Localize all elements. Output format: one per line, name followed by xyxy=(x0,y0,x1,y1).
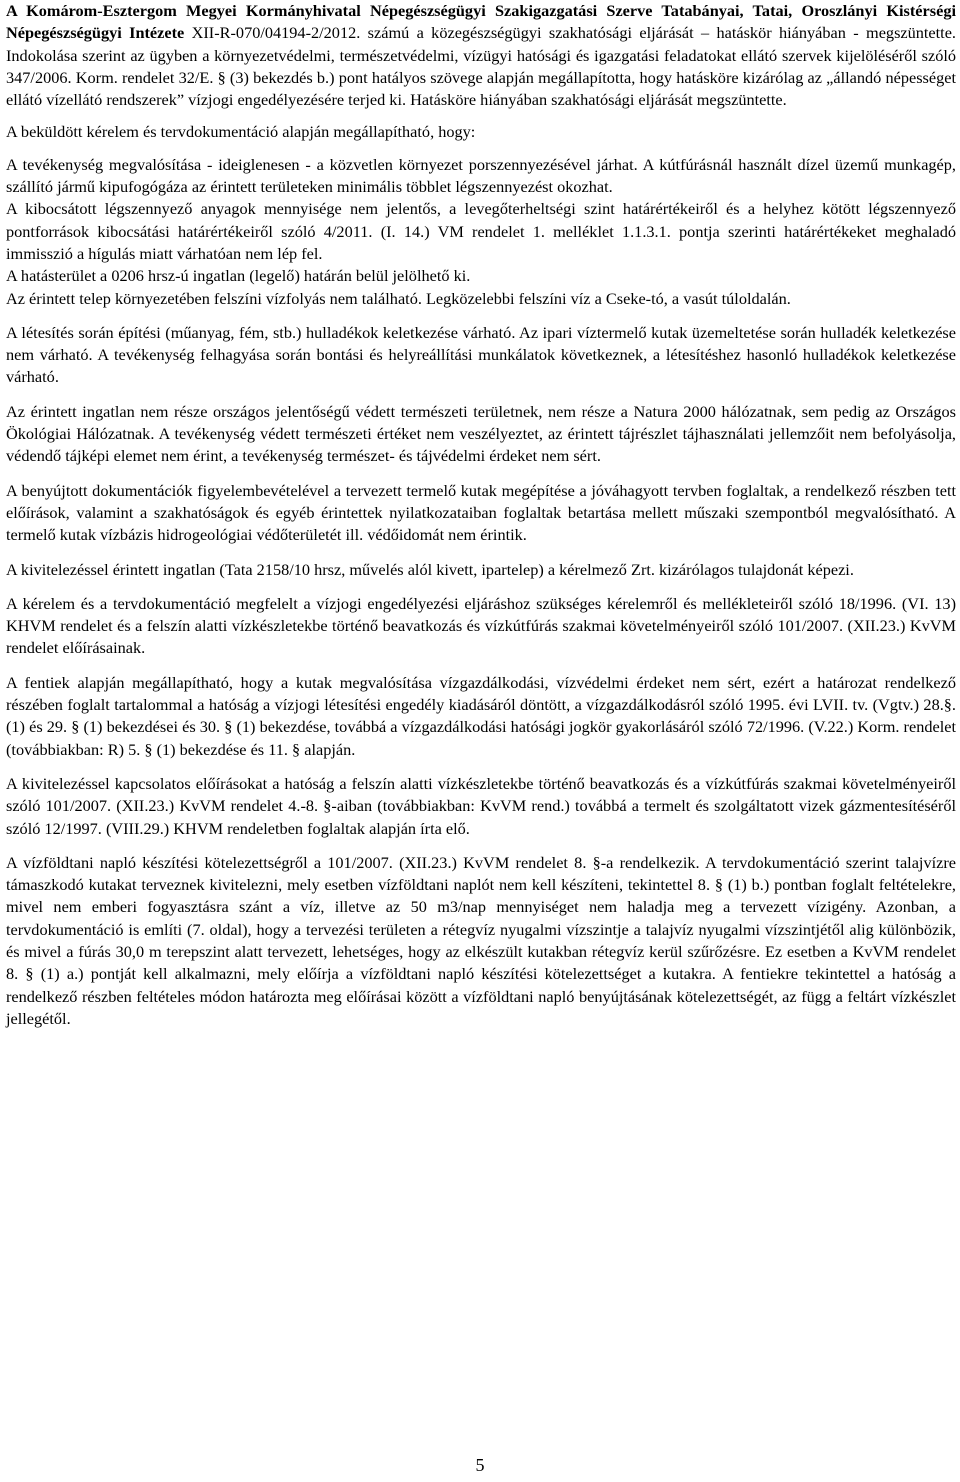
paragraph-waste: A létesítés során építési (műanyag, fém, stb.) hulladékok keletkezése várható. Az ipari víztermelő kutak üzemeltetése során hulladék keletkezése nem várható. A tevékenység felhagyása során bontási és helyreállítási munkálatok következnek, a létesítéshez hasonló hulladékok keletkezése várható. xyxy=(6,322,956,387)
paragraph-dust: A tevékenység megvalósítása - ideiglenesen - a közvetlen környezet porszennyezésével járhat. A kútfúrásnál használt dízel üzemű munkagép, szállító jármű kipufogógáza az érintett területeken minimális többlet légszennyezést okozhat. xyxy=(6,154,956,197)
paragraph-property: A kivitelezéssel érintett ingatlan (Tata 2158/10 hrsz, művelés alól kivett, ipartelep) a kérelmező Zrt. kizárólagos tulajdonát képezi. xyxy=(6,559,854,579)
paragraph-technical-feasibility: A benyújtott dokumentációk figyelembevételével a tervezett termelő kutak megépítése a jóváhagyott tervben foglaltak, a rendelkező részben tett előírások, valamint a szakhatóságok és egyéb érintettek nyilatkozataiban foglaltak betartása mellett műszaki szempontból megvalósítható. A termelő kutak vízbázis hidrogeológiai védőterületét ill. védőidomát nem érintik. xyxy=(6,480,956,545)
authority-name: A Komárom-Esztergom Megyei Kormányhivatal Népegészségügyi Szakigazgatási Szerve Tatabányai, Tatai, Oroszlányi Kistérségi Népegészségügyi Intézete xyxy=(6,1,956,43)
paragraph-text: XII-R-070/04194-2/2012. számú a közegészségügyi szakhatósági eljárását – hatáskör hiányában - megszüntette. Indokolása szerint az ügyben a környezetvédelmi, természetvédelmi, vízügyi hatósági és igazgatási feladatokat ellátó szervek kijelöléséről szóló 347/2006. Korm. rendelet 32/E. § (3) bekezdés b.) pont hatályos szövege alapján megállapította, hogy hatásköre kizárólag az „állandó népességet ellátó vízellátó rendszerek” vízjogi engedélyezésére terjed ki. Hatásköre hiányában szakhatósági eljárását megszüntette. xyxy=(6,23,957,110)
paragraph-surface-water: Az érintett telep környezetében felszíni vízfolyás nem található. Legközelebbi felszíni víz a Cseke-tó, a vasút túloldalán. xyxy=(6,288,791,308)
paragraph-air-pollutants: A kibocsátott légszennyező anyagok mennyisége nem jelentős, a levegőterheltségi szint határértékeiről és a helyhez kötött légszennyező pontforrások kibocsátási határértékeiről szóló 4/2011. (I. 14.) VM rendelet 1. melléklet 1.1.3.1. pontja szerinti határértékeket meghaladó immisszió a hígulás miatt várhatóan nem lép fel. xyxy=(6,199,956,263)
paragraph-compliance: A kérelem és a tervdokumentáció megfelelt a vízjogi engedélyezési eljáráshoz szükséges kérelemről és mellékleteiről szóló 18/1996. (VI. 13) KHVM rendelet és a felszín alatti vízkészletekbe történő beavatkozás és vízkútfúrás szakmai követelményeiről szóló 101/2007. (XII.23.) KvVM rendelet előírásainak. xyxy=(6,593,956,658)
page-number: 5 xyxy=(475,1455,485,1475)
paragraph-decision: A fentiek alapján megállapítható, hogy a kutak megvalósítása vízgazdálkodási, vízvédelmi érdeket nem sért, ezért a határozat rendelkező részében foglalt tartalommal a hatóság a vízjogi létesítési engedély kiadásáról döntött, a vízgazdálkodásról szóló 1995. évi LVII. tv. (Vgtv.) 28.§. (1) és 29. § (1) bekezdései és 30. § (1) bekezdése, továbbá a vízgazdálkodási hatósági jogkör gyakorlásáról szóló 72/1996. (V.22.) Korm. rendelet (továbbiakban: R) 5. § (1) bekezdése és 11. § alapján. xyxy=(6,672,956,759)
paragraph-impact-area: A hatásterület a 0206 hrsz-ú ingatlan (legelő) határán belül jelölhető ki. xyxy=(6,266,471,286)
paragraph-intro: A beküldött kérelem és tervdokumentáció alapján megállapítható, hogy: xyxy=(6,122,476,142)
document-page xyxy=(6,0,956,1030)
paragraph-geological-log: A vízföldtani napló készítési kötelezettségről a 101/2007. (XII.23.) KvVM rendelet 8. §-a rendelkezik. A tervdokumentáció szerint talajvízre támaszkodó kutakat terveznek kivitelezni, mely esetben vízföldtani naplót nem kell készíteni, tekintettel 8. § (1) b.) pontban foglalt feltételekre, mivel nem emberi fogyasztásra szánt a víz, illetve az 50 m3/nap mennyiséget nem haladja meg a tervezett vízigény. Azonban, a tervdokumentáció is említi (7. oldal), hogy a tervezési területen a rétegvíz nyugalmi vízszintje a talajvíz nyugalmi vízszintjétől alig különbözik, és mivel a fúrás 30,0 m terepszint alatt tervezett, lehetséges, hogy az elkészült kutakban rétegvíz kerül szűrőzésre. Ez esetben a KvVM rendelet 8. § (1) a.) pontját kell alkalmazni, mely előírja a vízföldtani napló készítési kötelezettséget a kutakra. A fentiekre tekintettel a hatóság a rendelkező részben feltételes módon határozta meg előírásai között a vízföldtani napló benyújtásának kötelezettségét, az függ a feltárt vízkészlet jellegétől. xyxy=(6,852,956,1028)
paragraph-nature-protection: Az érintett ingatlan nem része országos jelentőségű védett természeti területnek, nem része a Natura 2000 hálózatnak, sem pedig az Országos Ökológiai Hálózatnak. A tevékenység védett természeti értéket nem veszélyeztet, az érintett tájrészlet tájhasználati jellemzőit nem befolyásolja, védendő tájképi elemet nem érint, a tevékenység természet- és tájvédelmi érdeket nem sért. xyxy=(6,401,956,466)
paragraph-construction-rules: A kivitelezéssel kapcsolatos előírásokat a hatóság a felszín alatti vízkészletekbe történő beavatkozás és a vízkútfúrás szakmai követelményeiről szóló 101/2007. (XII.23.) KvVM rendelet 4.-8. §-aiban (továbbiakban: KvVM rend.) továbbá a termelt és szolgáltatott vizek gázmentesítéséről szóló 12/1997. (VIII.29.) KHVM rendeletben foglaltak alapján írta elő. xyxy=(6,773,956,838)
paragraph-authority xyxy=(6,0,956,111)
